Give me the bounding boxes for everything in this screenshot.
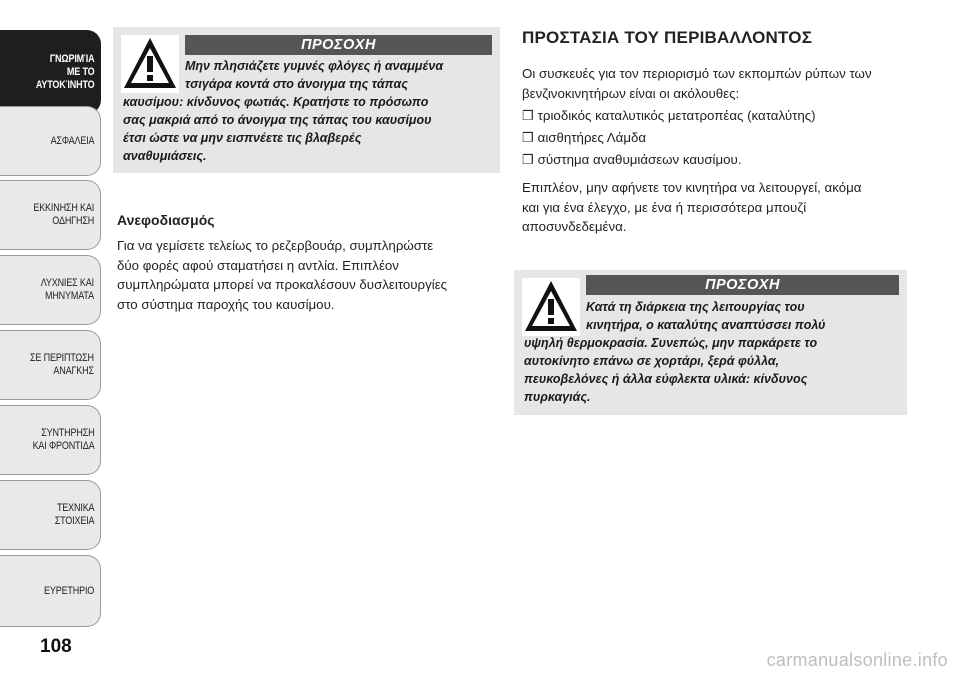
tab-safety[interactable] [0,106,101,176]
tab-label: ΛΥΧΝΙΕΣ ΚΑΙ ΜΗΝΥΜΑΤΑ [40,277,94,302]
warning-line: τσιγάρα κοντά στο άνοιγμα της τάπας [185,77,408,91]
tab-label: ΕΚΚΙΝΗΣΗ ΚΑΙ ΟΔΗΓΗΣΗ [33,202,94,227]
tab-label: ΓΝΩΡΙΜΊΑ ΜΕ ΤΟ ΑΥΤΟΚΊΝΗΤΟ [35,52,94,91]
warning-line: πυρκαγιάς. [524,390,591,404]
warning-line: Μην πλησιάζετε γυμνές φλόγες ή αναμμένα [185,59,444,73]
warning-title: ΠΡΟΣΟΧΗ [185,35,492,55]
refuelling-text [117,236,447,314]
text-line: βενζινοκινητήρων είναι οι ακόλουθες: [522,85,740,101]
catalyst-warning-box [514,270,907,415]
text-line: Οι συσκευές για τον περιορισμό των εκπομπών ρύπων των [522,66,872,81]
tab-emergency[interactable] [0,330,101,400]
bullet-text: αισθητήρες Λάμδα [537,130,647,145]
warning-text-first [586,298,825,334]
checkbox-bullet-icon: ❒ [522,152,534,167]
bullet-item [522,106,816,125]
environment-heading: ΠΡΟΣΤΑΣΙΑ ΤΟΥ ΠΕΡΙΒΑΛΛΟΝΤΟΣ [522,28,813,47]
checkbox-bullet-icon: ❒ [522,130,534,145]
tab-warning-lights[interactable] [0,255,101,325]
tab-index[interactable] [0,555,101,627]
warning-line: κινητήρα, ο καταλύτης αναπτύσσει πολύ [586,318,826,332]
bullet-text: σύστημα αναθυμιάσεων καυσίμου. [537,152,742,167]
tab-label: ΣΕ ΠΕΡΙΠΤΩΣΗ ΑΝΑΓΚΗΣ [30,352,94,377]
warning-text-rest [123,93,432,165]
watermark: carmanualsonline.info [766,650,948,670]
tab-starting-driving[interactable] [0,180,101,250]
text-line: στο σύστημα παροχής του καυσίμου. [117,296,335,312]
warning-line: αυτοκίνητο επάνω σε χορτάρι, ξερά φύλλα, [524,354,780,368]
warning-line: έτσι ώστε να μην εισπνέετε τις βλαβερές [123,131,362,145]
tab-label: ΤΕΧΝΙΚΑ ΣΤΟΙΧΕΙΑ [54,502,94,527]
environment-intro [522,64,872,103]
tab-label: ΑΣΦΑΛΕΙΑ [50,134,94,147]
text-line: συμπληρώματα μπορεί να προκαλέσουν δυσλειτουργίες [117,277,448,292]
chapter-sidebar [0,0,103,640]
warning-line: πευκοβελόνες ή άλλα εύφλεκτα υλικά: κίνδυνος [524,372,808,386]
text-line: δύο φορές αφού σταματήσει η αντλία. Επιπλέον [117,257,399,273]
text-line: και για ένα έλεγχο, με ένα ή περισσότερα μπουζί [522,199,807,215]
text-line: Επιπλέον, μην αφήνετε τον κινητήρα να λειτουργεί, ακόμα [522,180,862,195]
warning-line: αναθυμιάσεις. [123,149,207,163]
checkbox-bullet-icon: ❒ [522,108,534,123]
text-line: αποσυνδεδεμένα. [522,219,627,234]
tab-maintenance[interactable] [0,405,101,475]
tab-label: ΕΥΡΕΤΗΡΙΟ [43,584,94,597]
bullet-item [522,150,742,169]
refuelling-heading: Ανεφοδιασμός [117,212,215,228]
bullet-text: τριοδικός καταλυτικός μετατροπέας (καταλύτης) [537,108,816,123]
fuel-warning-box [113,27,500,173]
warning-triangle-icon [121,35,179,93]
tab-getting-to-know-car[interactable] [0,30,101,114]
tab-technical-data[interactable] [0,480,101,550]
bullet-item [522,128,646,147]
warning-line: σας μακριά από το άνοιγμα της τάπας του καυσίμου [123,113,432,127]
warning-line: καυσίμου: κίνδυνος φωτιάς. Κρατήστε το πρόσωπο [123,95,429,109]
warning-text-rest [524,334,817,406]
environment-outro [522,178,861,237]
warning-title: ΠΡΟΣΟΧΗ [586,275,899,295]
warning-triangle-icon [522,278,580,336]
page-number: 108 [40,636,72,657]
warning-line: υψηλή θερμοκρασία. Συνεπώς, μην παρκάρετε το [524,336,818,350]
tab-label: ΣΥΝΤΗΡΗΣΗ ΚΑΙ ΦΡΟΝΤΙΔΑ [32,427,94,452]
warning-text-first [185,57,443,93]
text-line: Για να γεμίσετε τελείως το ρεζερβουάρ, συμπληρώστε [117,238,434,253]
warning-line: Κατά τη διάρκεια της λειτουργίας του [586,300,805,314]
